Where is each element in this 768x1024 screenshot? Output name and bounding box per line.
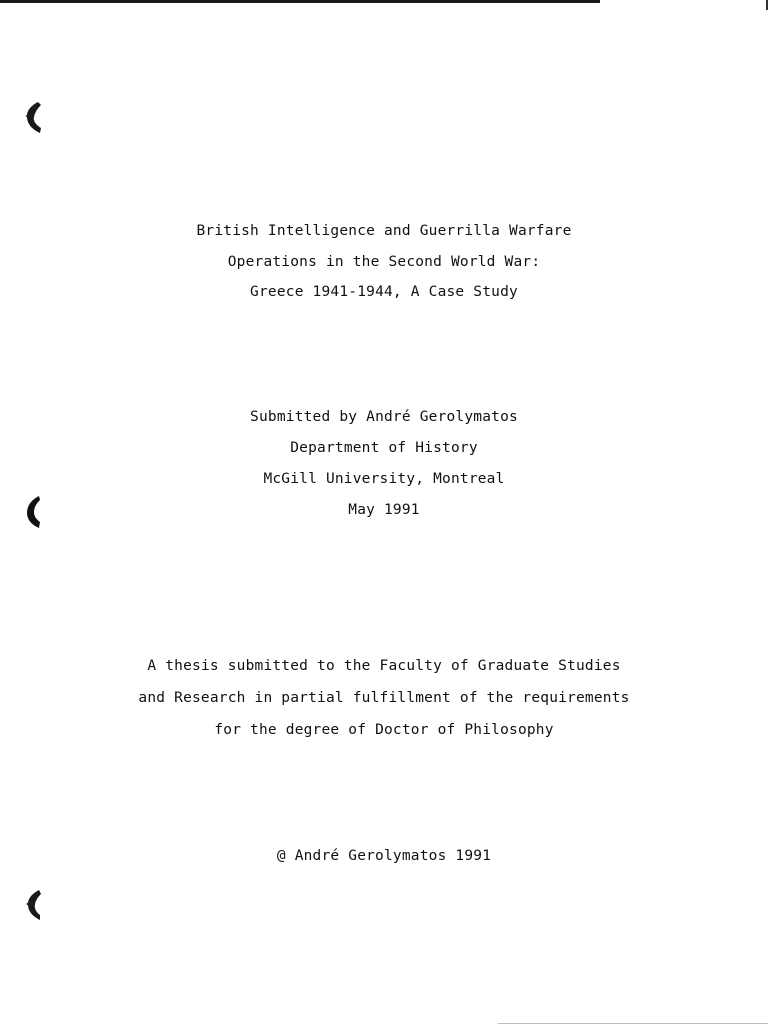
thesis-statement-line-2: and Research in partial fulfillment of the requirements xyxy=(138,690,630,706)
scan-edge-top xyxy=(0,0,600,3)
author-line: Submitted by André Gerolymatos xyxy=(250,409,518,425)
thesis-statement-line-1: A thesis submitted to the Faculty of Graduate Studies xyxy=(147,658,621,674)
binder-hole-mark-icon xyxy=(22,888,44,922)
thesis-statement-line-3: for the degree of Doctor of Philosophy xyxy=(214,722,554,738)
department-line: Department of History xyxy=(290,440,478,456)
university-line: McGill University, Montreal xyxy=(263,471,505,487)
date-line: May 1991 xyxy=(348,502,420,518)
thesis-title-line-3: Greece 1941-1944, A Case Study xyxy=(250,284,518,300)
binder-hole-mark-icon xyxy=(22,100,44,134)
thesis-title-line-1: British Intelligence and Guerrilla Warfare xyxy=(196,223,572,239)
thesis-title-line-2: Operations in the Second World War: xyxy=(227,254,541,270)
copyright-notice: @ André Gerolymatos 1991 xyxy=(276,848,492,864)
